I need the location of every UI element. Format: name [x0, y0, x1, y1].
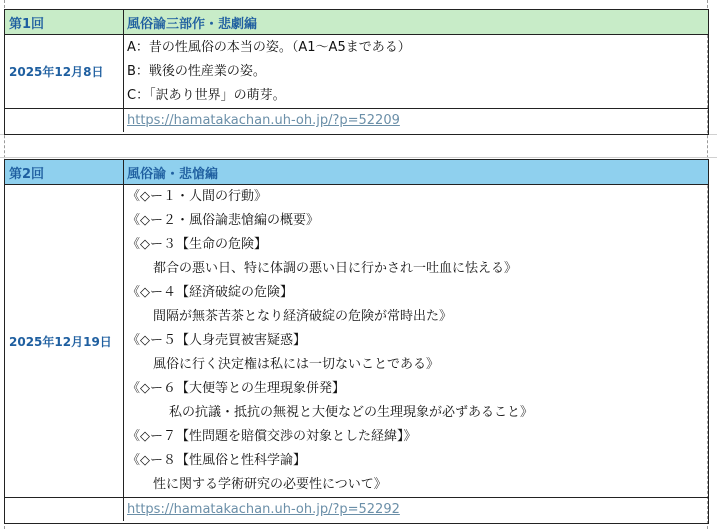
content-line: B：戦後の性産業の姿。 — [127, 63, 266, 79]
content-line: 《◇ー７【性問題を賠償交渉の対象とした経緯】》 — [127, 429, 417, 444]
content-line: C：「訳あり世界」の萌芽。 — [127, 87, 286, 103]
content-line: 《◇ー３【生命の危険】 — [127, 237, 267, 252]
content-line: 《◇ー８【性風俗と性科学論】 — [127, 453, 306, 468]
content-line: 《◇ー４【経済破綻の危険】 — [127, 285, 293, 300]
gridline — [0, 157, 717, 158]
content-line: 風俗に行く決定権は私には一切ないことである》 — [153, 357, 440, 372]
session-1-title: 風俗論三部作・悲劇編 — [127, 16, 258, 32]
session-2-number: 第2回 — [9, 166, 45, 182]
content-line: 都合の悪い日、特に体調の悪い日に行かされ一吐血に怯える》 — [153, 261, 518, 276]
content-line: 性に関する学術研究の必要性について》 — [153, 477, 387, 492]
content-line: 《◇ー６【大便等との生理現象併発】 — [127, 381, 345, 396]
session-1-link[interactable]: https://hamatakachan.uh-oh.jp/?p=52209 — [127, 113, 400, 128]
session-1-link-row — [5, 109, 708, 132]
session-2-link[interactable]: https://hamatakachan.uh-oh.jp/?p=52292 — [127, 502, 400, 517]
content-line: 《◇ー１・人間の行動》 — [127, 189, 267, 204]
content-line: 間隔が無茶苦茶となり経済破綻の危険が常時出た》 — [153, 309, 453, 324]
session-2-content — [123, 185, 708, 497]
content-line: 《◇ー５【人身売買被害疑惑】 — [127, 333, 306, 348]
empty-cell — [5, 109, 123, 132]
session-1-header-row — [5, 10, 708, 35]
empty-cell — [5, 498, 123, 521]
session-2-title: 風俗論・悲愴編 — [127, 166, 219, 182]
content-line: 私の抗議・抵抗の無視と大便などの生理現象が必ずあること》 — [169, 405, 534, 420]
content-line: A：昔の性風俗の本当の姿。（A1～A5まである） — [127, 39, 411, 55]
content-line: 《◇ー２・風俗論悲愴編の概要》 — [127, 213, 319, 228]
session-1-number: 第1回 — [9, 16, 45, 32]
session-1-content — [123, 35, 708, 108]
session-2-header-row — [5, 160, 708, 185]
session-2-body-row — [5, 185, 708, 498]
session-2-link-row — [5, 498, 708, 521]
session-1-link-cell — [123, 109, 708, 132]
session-2-link-cell — [123, 498, 708, 521]
session-1-body-row — [5, 35, 708, 109]
session-2-table — [4, 159, 709, 524]
session-1-date: 2025年12月8日 — [9, 65, 104, 79]
session-2-date: 2025年12月19日 — [9, 334, 112, 349]
session-1-table — [4, 9, 709, 135]
